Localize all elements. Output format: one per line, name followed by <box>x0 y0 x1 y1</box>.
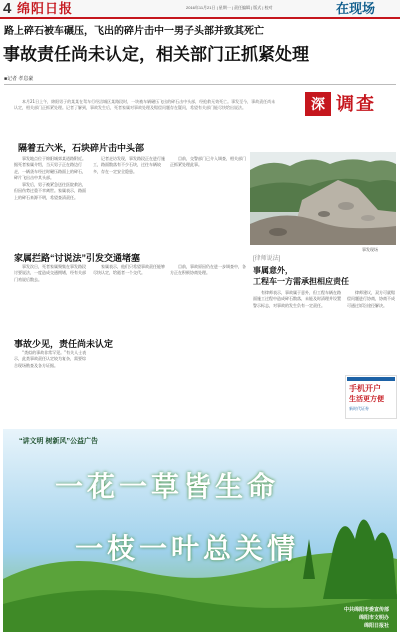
paragraph: 事发后，男子被紧急送往医院救治，但因伤势过重不幸离世。家属表示，路面上的碎石来源不明，希望查清责任。 <box>14 182 86 200</box>
banner-credit-2: 绵阳市文明办 <box>358 615 389 621</box>
ad-line3: 新时代证券 <box>349 406 369 411</box>
banner-label: “讲文明 树新风”公益广告 <box>19 438 98 445</box>
section1-col1 <box>14 156 88 260</box>
ad-line2: 生活更方便 <box>349 396 384 403</box>
paragraph: 目前，交警部门已介入调查，相关部门正抓紧处理此事。 <box>170 156 246 168</box>
article-intro <box>14 99 276 137</box>
badge-label: 调查 <box>336 94 376 114</box>
paragraph: “类似的事故非常罕见。”有关人士表示，此类事故责任认定较为复杂，需要综合现场勘查及各方证据。 <box>14 350 87 368</box>
page-number: 4 <box>3 0 12 17</box>
section1-col3 <box>170 156 246 260</box>
paragraph: 有律师表示，事故属于意外，但工程车辆在路面施工过程中造成碎石散落，未能及时清理并设置警示标志，对事故的发生负有一定责任。 <box>253 290 341 308</box>
mobile-account-ad <box>345 375 397 419</box>
section-heading-3: 事故少见，责任尚未认定 <box>14 339 114 349</box>
section1-col2 <box>93 156 165 260</box>
scene-photo <box>250 152 396 245</box>
paragraph: 律师建议，双方可就赔偿问题进行协商，协商不成可通过诉讼途径解决。 <box>347 290 395 308</box>
intro-paragraph: 本月21日上午，绵阳男子的某某在驾车行经涪城区某路段时，一块被车辆碾压飞出的碎石击中头部，经抢救无效死亡。事发至今，事故责任尚未认定，相关部门正抓紧处理。记者了解到，事故发生后，死者家属对事故处理及赔偿问题存在疑问，希望有关部门能尽快给出说法。 <box>14 99 276 111</box>
paragraph: 家属表示，他们只希望事故责任能够尽快认定，给逝者一个交代。 <box>93 264 165 276</box>
article-byline: ■记者 孝息豪 <box>4 76 34 82</box>
section-heading-1: 隔着五六米，石块碎片击中头部 <box>18 143 145 153</box>
lawyer-col1 <box>253 290 343 424</box>
lawyer-heading-2: 工程车一方需承担相应责任 <box>253 277 349 286</box>
paragraph: 记者走访发现，事发路段正在进行施工，路面散落有不少石块，过往车辆较多，存在一定安全隐患。 <box>93 156 165 174</box>
lawyer-heading-1: 事属意外， <box>253 266 293 275</box>
section3-col1 <box>14 350 88 424</box>
paragraph: 事发次日，死者家属聚集在事发路段讨要说法，一度造成交通拥堵，经有关部门劝说后散去。 <box>14 264 86 282</box>
article-subheadline: 路上碎石被车碾压，飞出的碎片击中一男子头部并致其死亡 <box>4 26 264 37</box>
section2-col3 <box>170 264 246 424</box>
paragraph: 目前，事故原因仍在进一步调查中，各方正在积极协商处理。 <box>170 264 246 276</box>
newspaper-logo: 绵阳日报 <box>17 1 74 16</box>
lawyer-tag: [律师说法] <box>253 256 281 262</box>
investigation-badge <box>305 92 395 116</box>
banner-slogan-2: 一枝一叶总关情 <box>75 534 300 565</box>
public-service-banner <box>3 429 397 632</box>
banner-credit-3: 绵阳日报社 <box>363 623 389 629</box>
article-headline: 事故责任尚未认定，相关部门正抓紧处理 <box>3 45 309 64</box>
divider <box>4 84 396 85</box>
section-heading-2: 家属拦路“讨说法”引发交通堵塞 <box>14 253 141 263</box>
section2-col1 <box>14 264 88 334</box>
paragraph: 事发地点位于绵阳城郊某道路附近。据死者家属介绍，当天男子正在路边行走，一辆货车经过时碾压路面上的碎石，碎片飞出击中其头部。 <box>14 156 86 180</box>
ad-line1: 手机开户 <box>349 384 381 393</box>
lawyer-col2 <box>347 290 397 372</box>
badge-box <box>305 92 331 116</box>
banner-slogan-1: 一花一草皆生命 <box>55 472 280 503</box>
banner-credit-1: 中共绵阳市委宣传部 <box>343 607 389 613</box>
badge-char: 深 <box>311 96 325 112</box>
photo-caption: 事发现场 <box>362 247 378 252</box>
header-meta: 2016年11月21日 | 星期一 | 责任编辑 | 版式 | 校对 <box>186 5 273 10</box>
section-title: 在现场 <box>336 1 376 16</box>
ad-top-stripe <box>347 377 395 381</box>
